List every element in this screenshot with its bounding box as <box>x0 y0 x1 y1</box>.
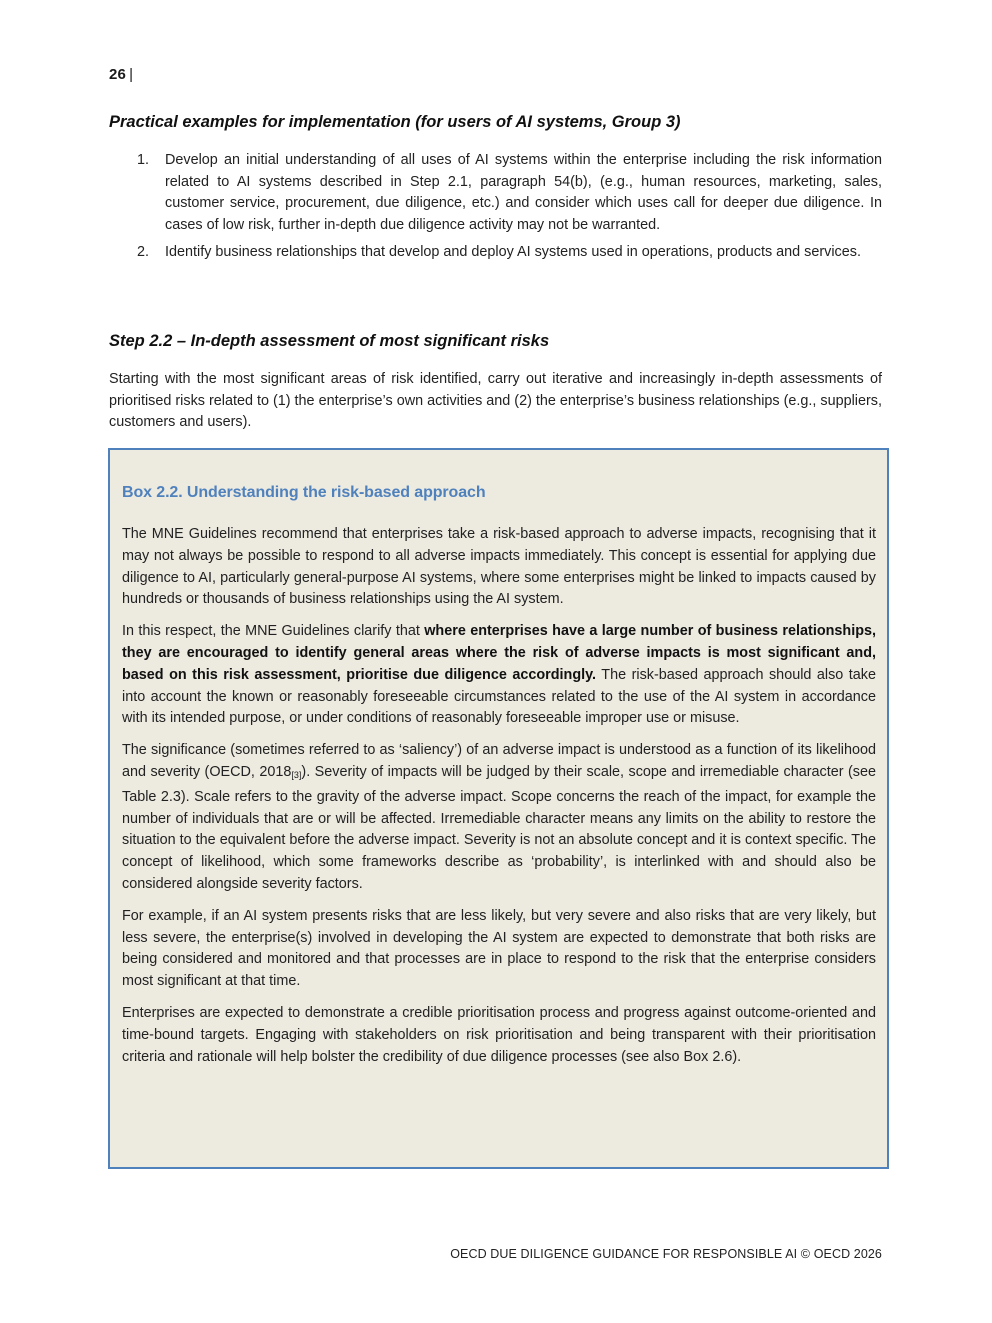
page-footer: OECD DUE DILIGENCE GUIDANCE FOR RESPONSIBLE AI © OECD 2026 <box>450 1247 882 1261</box>
list-item-text: Develop an initial understanding of all uses of AI systems within the enterprise including the risk information related to AI systems described in Step 2.1, paragraph 54(b), (e.g., human resources, marketing, sales, customer service, procurement, due diligence, etc.) and consider which uses call for deeper due diligence. In cases of low risk, further in-depth due diligence activity may not be warranted. <box>165 152 882 234</box>
page-number-value: 26 <box>109 66 127 83</box>
practical-examples-list <box>109 150 882 269</box>
step-2-2-paragraph: Starting with the most significant areas of risk identified, carry out iterative and increasingly in-depth assessments of prioritised risks related to (1) the enterprise’s own activities and (2) the enterprise’s business relationships (e.g., suppliers, customers and users). <box>109 371 882 431</box>
box-p3-tail: ). Severity of impacts will be judged by their scale, scope and irremediable character (see Table 2.3). Scale refers to the gravity of the adverse impact. Scope concerns the reach of the impact, for example the number of individuals that are or will be affected. Irremediable character means any limits on the ability to restore the situation to the equivalent before the adverse impact. Severity is not an absolute concept and it is context specific. The concept of likelihood, which some frameworks describe as ‘probability’, is interlinked with and should also be considered alongside severity factors. <box>122 763 876 892</box>
box-p2-lead: In this respect, the MNE Guidelines clarify that <box>122 623 425 640</box>
box-paragraph-4: For example, if an AI system presents risks that are less likely, but very severe and also risks that are very likely, but less severe, the enterprise(s) involved in developing the AI system are expected to demonstrate that both risks are being considered and monitored and that processes are in place to respond to the risk that the enterprise considers most significant at that time. <box>122 907 876 990</box>
list-item-number: 1. <box>137 152 150 168</box>
list-item <box>109 242 882 264</box>
box-2-2 <box>108 448 889 1169</box>
box-p2-tail: The risk-based approach should also take into account the known or reasonably foreseeable circumstances related to the use of the AI system in accordance with its intended purpose, or under conditions of reasonably foreseeable improper use or misuse. <box>122 666 877 727</box>
box-p2-bold-emphasis: where enterprises have a large number of business relationships, they are encouraged to identify general areas where the risk of adverse impacts is most significant and, based on this risk assessment, prioritise due diligence accordingly. <box>122 623 876 683</box>
box-body <box>122 524 876 1078</box>
page-number <box>109 66 133 83</box>
box-title: Box 2.2. Understanding the risk-based approach <box>122 484 486 501</box>
box-paragraph-1: The MNE Guidelines recommend that enterprises take a risk-based approach to adverse impacts, recognising that it may not always be possible to respond to all adverse impacts immediately. This concept is essential for applying due diligence to AI, particularly general-purpose AI systems, where some enterprises might be linked to impacts caused by hundreds or thousands of business relationships using the AI system. <box>122 526 876 608</box>
list-item <box>109 150 882 237</box>
page-number-separator: | <box>129 66 134 83</box>
box-paragraph-2 <box>122 621 876 730</box>
box-p3-lead: The significance (sometimes referred to as ‘saliency’) of an adverse impact is understood as a function of its likelihood and severity (OECD, 2018 <box>122 742 876 780</box>
list-item-text: Identify business relationships that develop and deploy AI systems used in operations, products and services. <box>165 243 861 260</box>
box-paragraph-3 <box>122 740 876 896</box>
practical-examples-heading: Practical examples for implementation (for users of AI systems, Group 3) <box>109 113 681 131</box>
list-item-number: 2. <box>137 243 150 260</box>
box-paragraph-5: Enterprises are expected to demonstrate a credible prioritisation process and progress against outcome-oriented and time-bound targets. Engaging with stakeholders on risk prioritisation and being transparent with their prioritisation criteria and rationale will help bolster the credibility of due diligence processes (see also Box 2.6). <box>122 1004 876 1065</box>
step-2-2-heading: Step 2.2 – In-depth assessment of most significant risks <box>109 332 550 350</box>
citation-reference-link[interactable]: [3] <box>291 769 302 780</box>
